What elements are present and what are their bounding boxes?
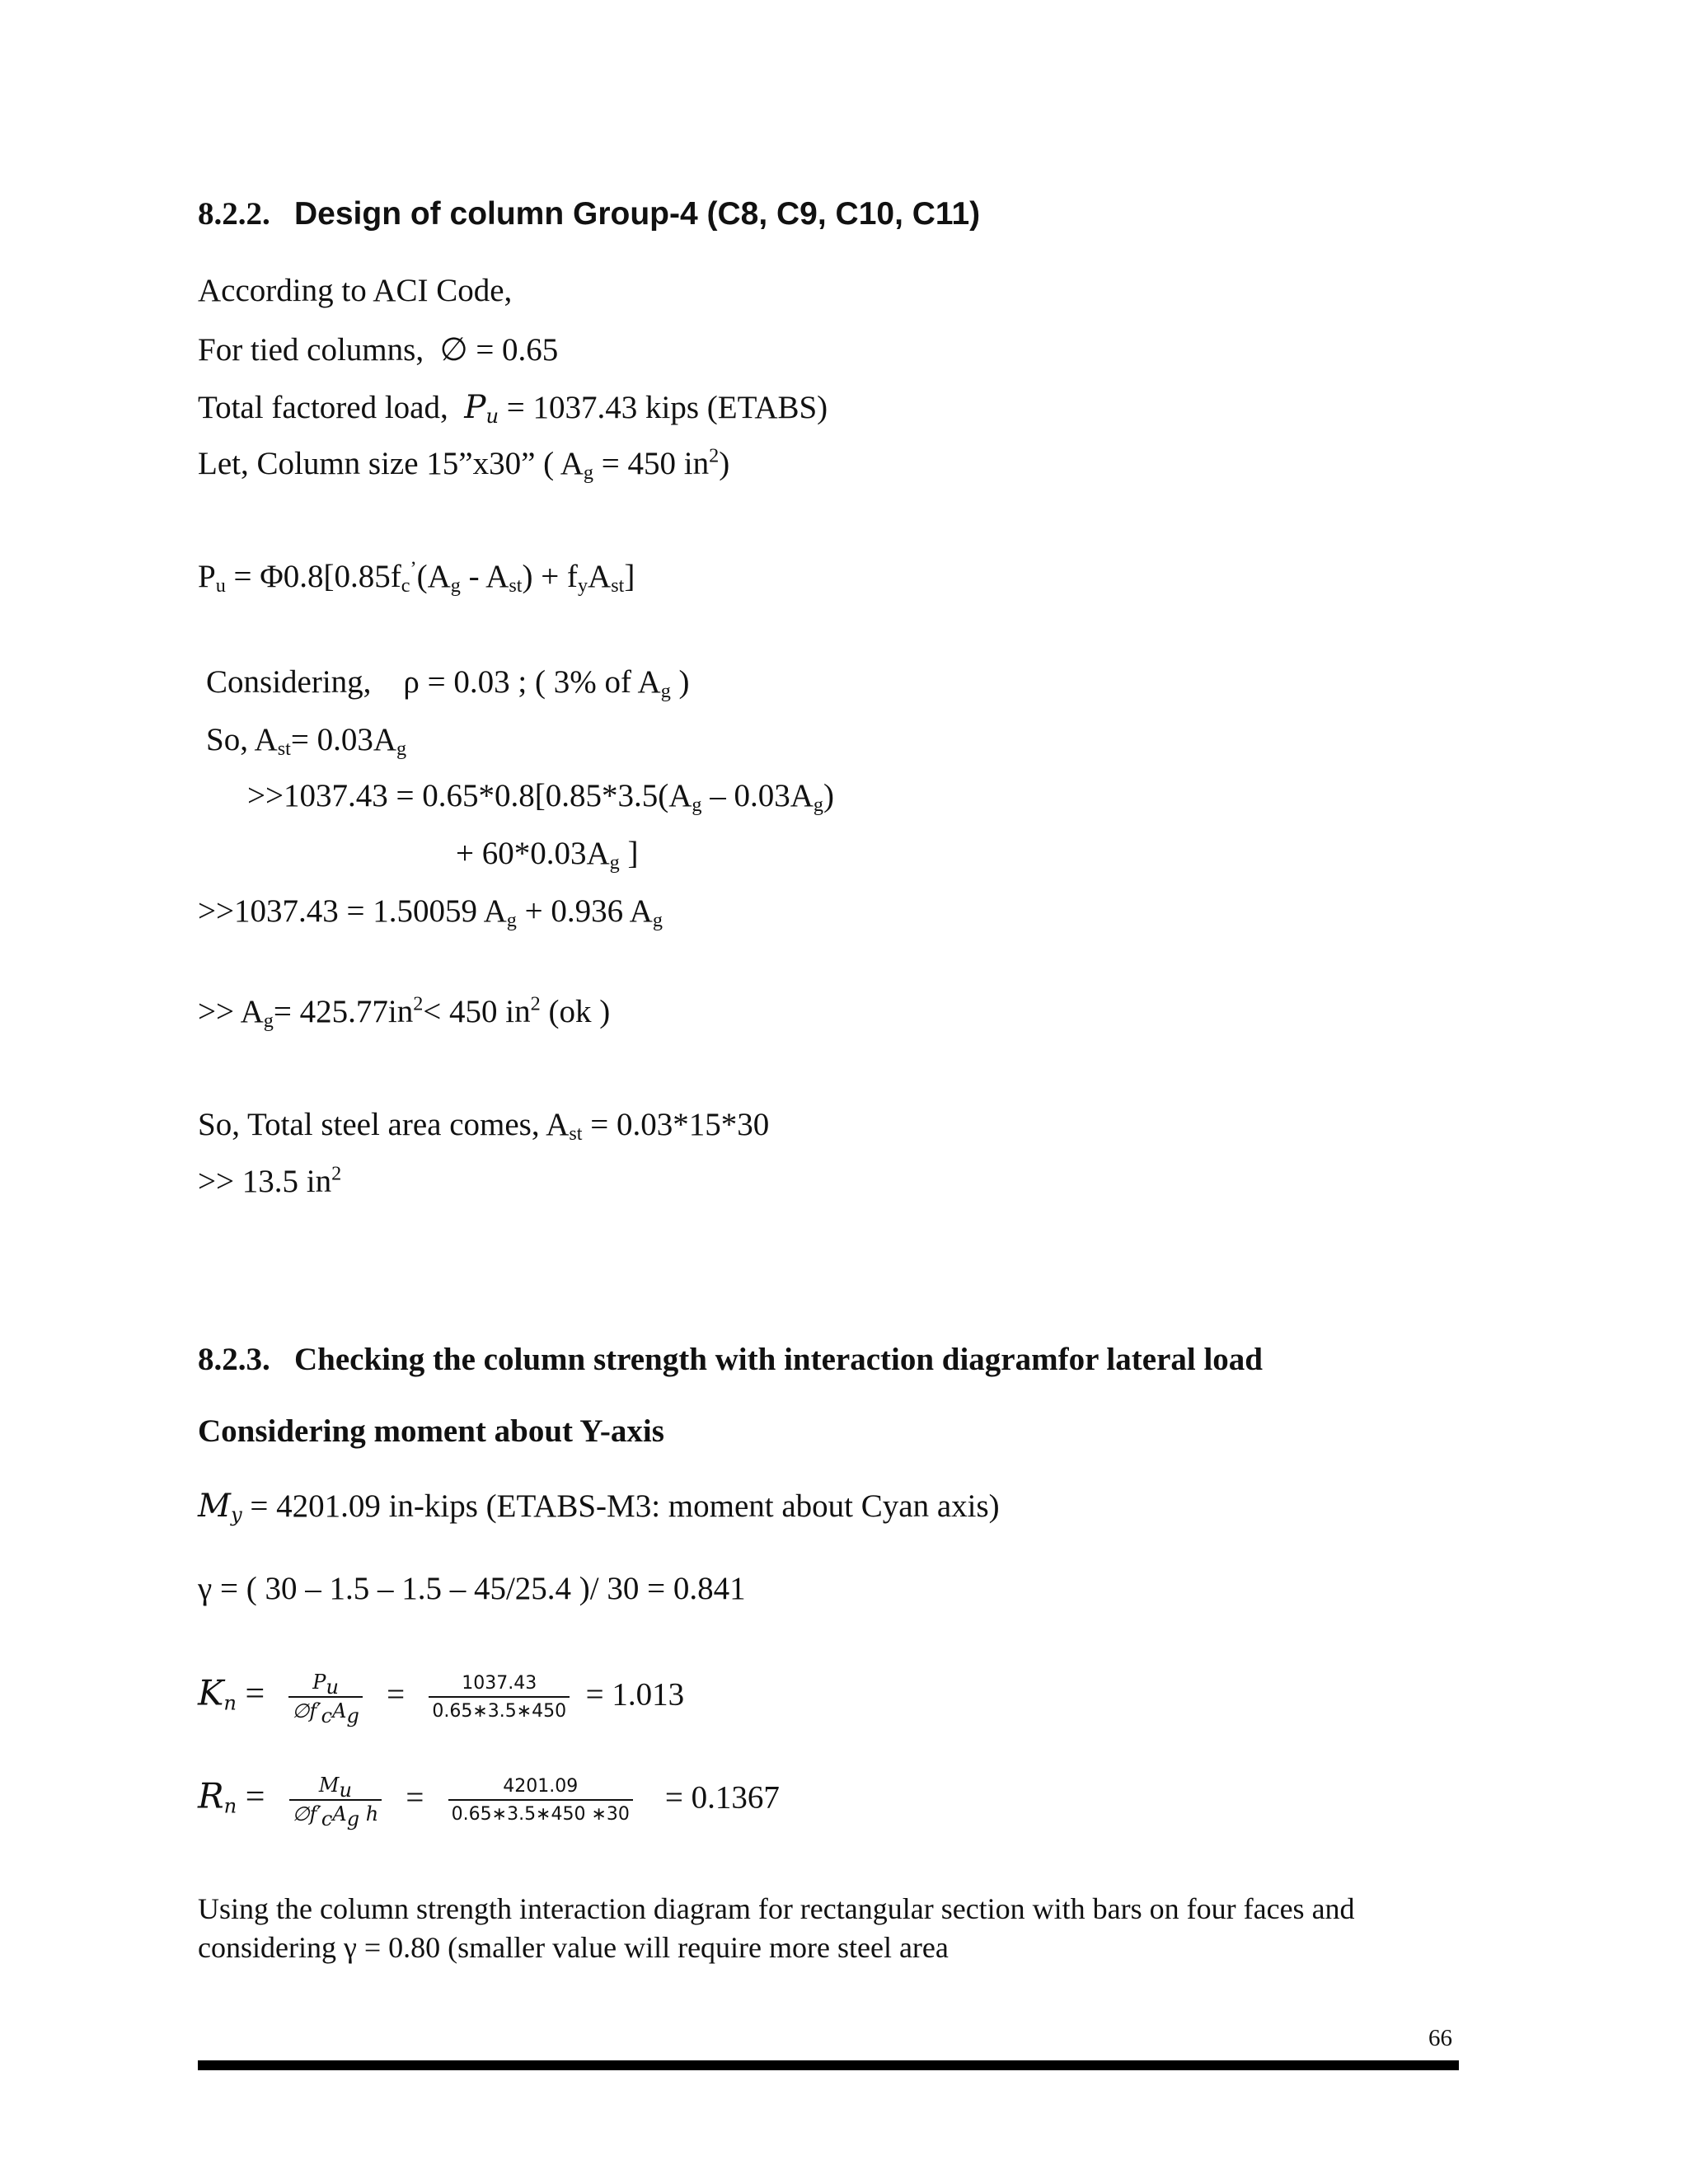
section-heading-8-2-2 <box>198 198 980 230</box>
ag-result-line: >> $A_g= 425.77in^2< 450$ $in^2$ (ok ) <box>198 992 611 1033</box>
steel-area-result: >> 13.5 $in^2$ <box>198 1162 342 1199</box>
capacity-formula: $P_u = \Phi 0.8[0.85f_c^’(A_g - A_{st}) + f_yA_{st}]$ <box>198 557 635 598</box>
section-number: 8.2.3. <box>198 1342 270 1377</box>
rn-equation: $R_n$ = $\frac{M_u}{\emptyset f'_cA_g h}$ = $\frac{4201.09}{0.65∗3.5∗450 ∗30}$ = 0.1367 <box>198 1774 780 1831</box>
section-title: Design of column Group-4 (C8, C9, C10, C11) <box>294 196 981 232</box>
rho-line: Considering, ρ = 0.03 ; ( 3% of $A_g$ ) <box>206 664 690 703</box>
rn-fraction-numeric: $\frac{4201.09}{0.65∗3.5∗450 ∗30}$ <box>448 1773 633 1828</box>
kn-fraction-symbolic: $\frac{P_u}{\emptyset f'_cA_g}$ <box>288 1669 362 1726</box>
closing-line-1: Using the column strength interaction diagram for rectangular section with bars on four faces and <box>198 1892 1355 1925</box>
section-heading-8-2-3 <box>198 1343 1263 1376</box>
page-number: 66 <box>1428 2025 1452 2051</box>
gamma-line: γ = ( 30 – 1.5 – 1.5 – 45/25.4 )/ 30 = 0.841 <box>198 1571 746 1606</box>
kn-equation: $K_n$ = $\frac{P_u}{\emptyset f'_cA_g}$ = $\frac{1037.43}{0.65∗3.5∗450}$ = 1.013 <box>198 1671 685 1728</box>
equation-step-2: + $60*0.03A_g$ ] <box>456 836 639 874</box>
steel-area-line: So, Total steel area comes, $A_{st} = 0.03*15*30$ <box>198 1107 770 1146</box>
moment-line: $M_y = 4201.09$ in-kips (ETABS-M3: moment about Cyan axis) <box>198 1488 1000 1527</box>
section-title: Checking the column strength with interaction diagramfor lateral load <box>294 1342 1263 1377</box>
ast-line: So, $A_{st}= 0.03A_g$ <box>206 722 407 761</box>
kn-fraction-numeric: $\frac{1037.43}{0.65∗3.5∗450}$ <box>429 1670 570 1725</box>
column-size-line: Let, Column size 15”x30” ( $A_g = 450$ $in^2$) <box>198 444 730 485</box>
phi-line: For tied columns, ∅ = 0.65 <box>198 332 559 368</box>
section-number: 8.2.2. <box>198 196 270 232</box>
code-line: According to ACI Code, <box>198 273 513 308</box>
closing-line-2: considering γ = 0.80 (smaller value will require more steel area <box>198 1931 949 1964</box>
rn-result: = 0.1367 <box>664 1779 780 1816</box>
footer-rule <box>198 2060 1459 2070</box>
equation-step-1: $>>1037.43 = 0.65*0.8[0.85*3.5(A_g - 0.03A_g)$ <box>247 778 834 817</box>
equation-step-3: >>1037.43 = 1.50059 $A_g + 0.936$ $A_g$ <box>198 893 663 932</box>
kn-result: = 1.013 <box>585 1676 685 1713</box>
phi-symbol: ∅ <box>439 332 468 368</box>
factored-load-line: Total factored load, $P_u = 1037.43$ kips (ETABS) <box>198 389 828 429</box>
rn-fraction-symbolic: $\frac{M_u}{\emptyset f'_cA_g h}$ <box>289 1772 382 1829</box>
section-subtitle: Considering moment about Y-axis <box>198 1413 664 1449</box>
